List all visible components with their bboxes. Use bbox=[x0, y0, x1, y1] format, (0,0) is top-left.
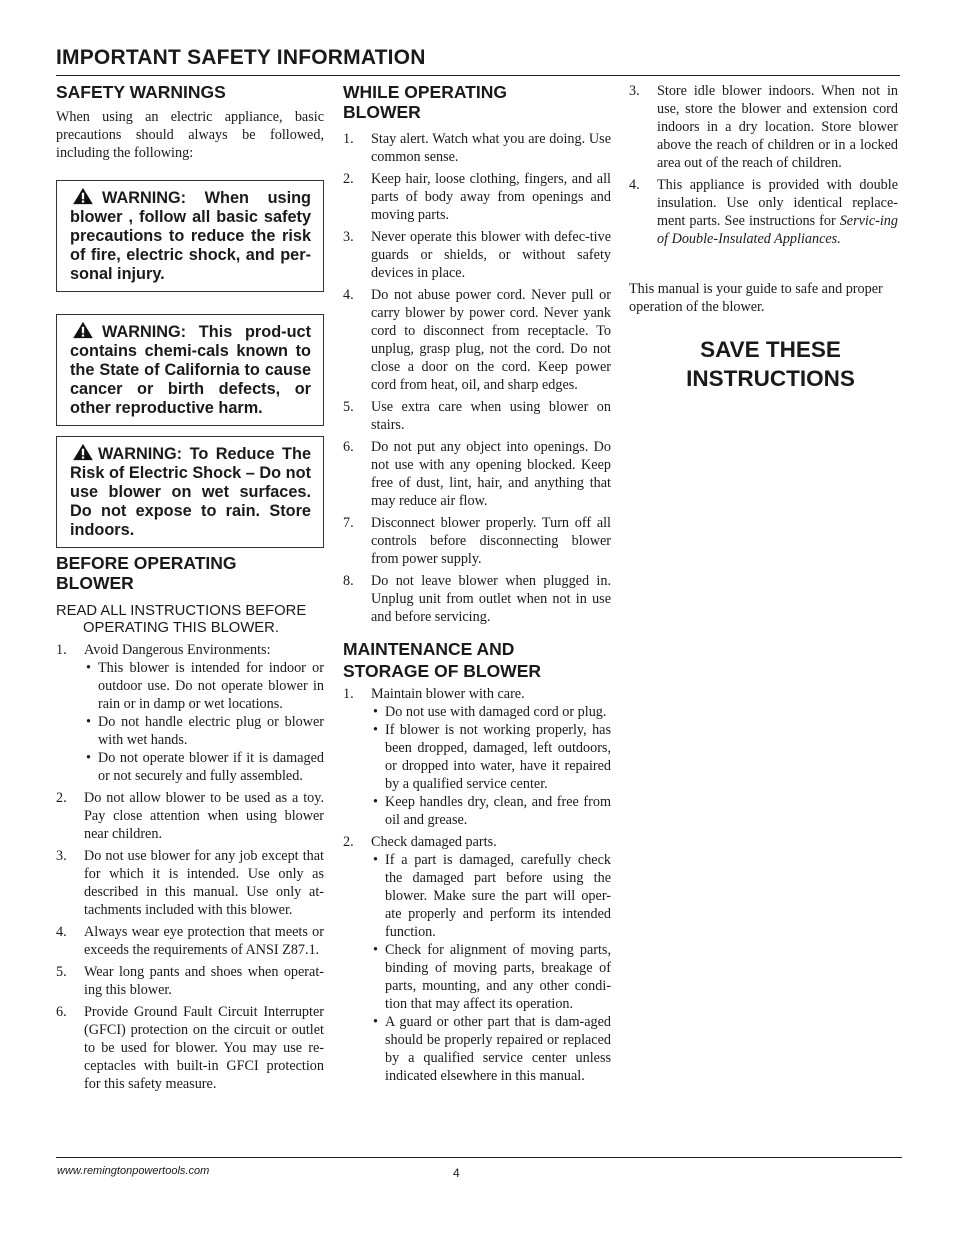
list-item bbox=[343, 833, 611, 1085]
bullet-item: • If blower is not working properly, has been dropped, damaged, left outdoors, or dropped into water, have it repaired by a qualified service center. bbox=[371, 721, 611, 793]
while-operating-heading-line1: WHILE OPERATING bbox=[343, 82, 507, 102]
column-3 bbox=[629, 80, 898, 393]
safety-warnings-heading: SAFETY WARNINGS bbox=[56, 82, 226, 102]
while-operating-heading-line2: BLOWER bbox=[343, 102, 421, 122]
read-all-line2: OPERATING THIS BLOWER. bbox=[83, 620, 279, 636]
item-text: Do not allow blower to be used as a toy. Pay close attention when using blower near children. bbox=[84, 790, 324, 842]
bullet-item: • Check for alignment of moving parts, binding of moving parts, breakage of parts, mounting, and any other condi-tion that may affect its operation. bbox=[371, 941, 611, 1013]
bullet-list bbox=[371, 703, 611, 829]
warning-triangle-icon bbox=[70, 187, 96, 205]
item-number: 5. bbox=[343, 399, 354, 415]
list-item bbox=[629, 176, 898, 248]
item-number: 2. bbox=[56, 790, 67, 806]
item-text: Disconnect blower properly. Turn off all controls before disconnecting blower from power supply. bbox=[371, 515, 611, 567]
while-operating-heading bbox=[343, 82, 611, 122]
read-all-instructions bbox=[56, 603, 324, 637]
footer-url[interactable]: www.remingtonpowertools.com bbox=[57, 1165, 210, 1177]
item-number: 3. bbox=[629, 83, 640, 99]
column-1 bbox=[56, 80, 324, 1097]
while-operating-list bbox=[343, 130, 611, 626]
bullet-item: • This blower is intended for indoor or outdoor use. Do not operate blower in rain or in damp or wet locations. bbox=[84, 659, 324, 713]
save-instructions-heading bbox=[629, 335, 912, 393]
item-text: Provide Ground Fault Circuit Interrupter (GFCI) protection on the circuit or outlet to be used for blower. You may use re-ceptacles with built-in GFCI protection for this safety measure. bbox=[84, 1004, 324, 1092]
item-text: Never operate this blower with defec-tive guards or shields, or without safety devices in place. bbox=[371, 229, 611, 281]
footer-rule bbox=[56, 1157, 902, 1158]
maintenance-heading-line2: STORAGE OF BLOWER bbox=[343, 661, 542, 681]
item-number: 4. bbox=[343, 287, 354, 303]
list-item bbox=[629, 82, 898, 172]
bullet-list bbox=[84, 659, 324, 785]
list-item bbox=[56, 789, 324, 843]
bullet-item: • If a part is damaged, carefully check the damaged part before using the blower. Make sure the part will oper-ate properly and perform its intended function. bbox=[371, 851, 611, 941]
item-number: 4. bbox=[629, 177, 640, 193]
bullet-item: • Keep handles dry, clean, and free from oil and grease. bbox=[371, 793, 611, 829]
item-text: Use extra care when using blower on stairs. bbox=[371, 399, 611, 433]
item-number: 6. bbox=[343, 439, 354, 455]
item-text: Check damaged parts. bbox=[371, 834, 497, 850]
item-text bbox=[657, 177, 898, 247]
item-number: 8. bbox=[343, 573, 354, 589]
warning-box-california bbox=[56, 314, 324, 426]
warning-triangle-icon bbox=[70, 443, 96, 461]
item-text: Always wear eye protection that meets or exceeds the requirements of ANSI Z87.1. bbox=[84, 924, 324, 958]
item-text-italic: Servic-ing of Double-Insulated Appliances. bbox=[657, 213, 898, 247]
bullet-list bbox=[371, 851, 611, 1085]
before-operating-list bbox=[56, 641, 324, 1093]
list-item bbox=[343, 398, 611, 434]
page-number: 4 bbox=[453, 1166, 460, 1180]
bullet-item: • Do not handle electric plug or blower with wet hands. bbox=[84, 713, 324, 749]
maintenance-list-continued bbox=[629, 82, 898, 248]
item-text: Do not put any object into openings. Do not use with any opening blocked. Keep free of dust, lint, hair, and anything that may reduce air flow. bbox=[371, 439, 611, 509]
list-item bbox=[343, 130, 611, 166]
warning-text-electric-shock: WARNING: To Reduce The Risk of Electric Shock – Do not use blower on wet surfaces. Do not expose to rain. Store indoors. bbox=[70, 445, 311, 539]
before-operating-heading bbox=[56, 553, 324, 593]
save-line2: INSTRUCTIONS bbox=[686, 366, 855, 391]
list-item bbox=[56, 1003, 324, 1093]
safety-warnings-intro: When using an electric appliance, basic precautions should always be followed, including the following: bbox=[56, 109, 324, 161]
item-number: 5. bbox=[56, 964, 67, 980]
bullet-item: • A guard or other part that is dam-aged should be properly repaired or replaced by a qualified service center unless indicated elsewhere in this manual. bbox=[371, 1013, 611, 1085]
item-number: 7. bbox=[343, 515, 354, 531]
item-number: 4. bbox=[56, 924, 67, 940]
list-item bbox=[343, 286, 611, 394]
item-number: 3. bbox=[56, 848, 67, 864]
item-text: Maintain blower with care. bbox=[371, 686, 525, 702]
bullet-item: • Do not operate blower if it is damaged or not securely and fully assembled. bbox=[84, 749, 324, 785]
list-item bbox=[343, 685, 611, 829]
list-item bbox=[56, 923, 324, 959]
warning-box-electric-shock bbox=[56, 436, 324, 548]
maintenance-heading-line1: MAINTENANCE AND bbox=[343, 639, 515, 659]
item-text: Wear long pants and shoes when operat-ing this blower. bbox=[84, 964, 324, 998]
item-text-main: This appliance is provided with double insulation. Use only identical replace-ment parts. See instructions for bbox=[657, 177, 898, 229]
warning-box-general bbox=[56, 180, 324, 292]
column-2 bbox=[343, 80, 611, 1089]
list-item bbox=[343, 438, 611, 510]
save-line1: SAVE THESE bbox=[700, 337, 841, 362]
list-item bbox=[56, 963, 324, 999]
before-operating-heading-line1: BEFORE OPERATING bbox=[56, 553, 237, 573]
warning-text-california: WARNING: This prod-uct contains chemi-cals known to the State of California to cause cancer or birth defects, or other reproductive harm. bbox=[70, 323, 311, 417]
item-number: 1. bbox=[343, 131, 354, 147]
item-text: Stay alert. Watch what you are doing. Use common sense. bbox=[371, 131, 611, 165]
list-item bbox=[343, 170, 611, 224]
bullet-item: • Do not use with damaged cord or plug. bbox=[371, 703, 611, 721]
read-all-line1: READ ALL INSTRUCTIONS BEFORE bbox=[56, 603, 307, 619]
warning-triangle-icon bbox=[70, 321, 96, 339]
maintenance-heading bbox=[343, 638, 611, 682]
item-number: 2. bbox=[343, 171, 354, 187]
item-text: Store idle blower indoors. When not in use, store the blower and extension cord indoors in a dry location. Store blower above the reach of children or in a locked area out of the reach of children. bbox=[657, 83, 898, 171]
list-item bbox=[343, 572, 611, 626]
maintenance-list bbox=[343, 685, 611, 1085]
list-item bbox=[56, 847, 324, 919]
before-operating-heading-line2: BLOWER bbox=[56, 573, 134, 593]
header-rule bbox=[56, 75, 900, 76]
list-item bbox=[343, 228, 611, 282]
page-title: IMPORTANT SAFETY INFORMATION bbox=[56, 46, 426, 69]
item-text: Do not abuse power cord. Never pull or carry blower by power cord. Never yank cord to disconnect from receptacle. To unplug, grasp plug, not the cord. Do not close a door on the cord. Keep power cord from heat, oil, and sharp edges. bbox=[371, 287, 611, 393]
item-number: 3. bbox=[343, 229, 354, 245]
list-item bbox=[343, 514, 611, 568]
item-text: Avoid Dangerous Environments: bbox=[84, 642, 271, 658]
item-text: Do not leave blower when plugged in. Unplug unit from outlet when not in use and before servicing. bbox=[371, 573, 611, 625]
warning-text-general: WARNING: When using blower , follow all basic safety precautions to reduce the risk of fire, electric shock, and per-sonal injury. bbox=[70, 189, 311, 283]
item-number: 1. bbox=[343, 686, 354, 702]
item-number: 6. bbox=[56, 1004, 67, 1020]
item-text: Keep hair, loose clothing, fingers, and all parts of body away from openings and moving parts. bbox=[371, 171, 611, 223]
list-item bbox=[56, 641, 324, 785]
item-number: 2. bbox=[343, 834, 354, 850]
guide-text: This manual is your guide to safe and proper operation of the blower. bbox=[629, 281, 883, 315]
item-number: 1. bbox=[56, 642, 67, 658]
item-text: Do not use blower for any job except that for which it is intended. Use only as described in this manual. Use only at-tachments included with this blower. bbox=[84, 848, 324, 918]
